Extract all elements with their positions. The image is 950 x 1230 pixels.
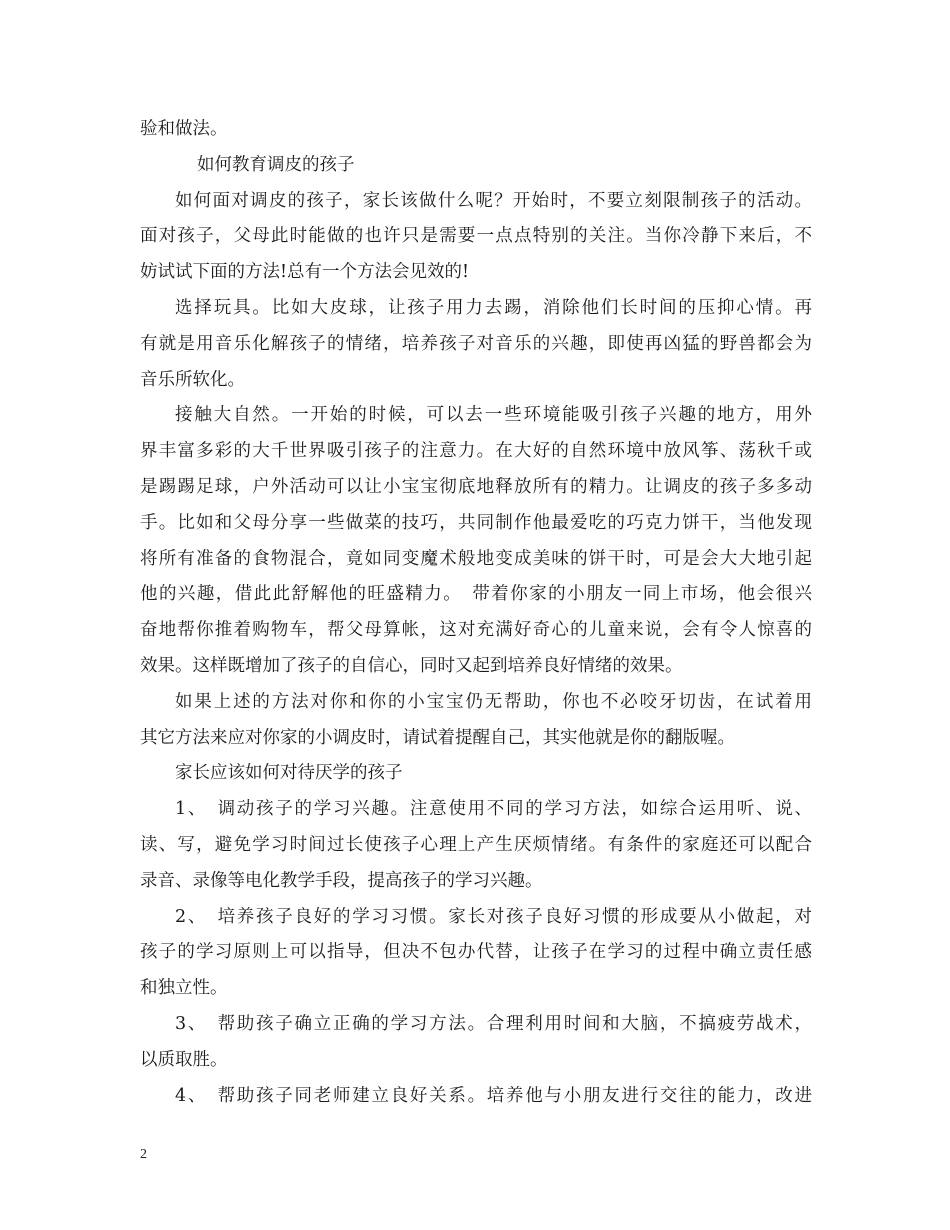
text-line: 读、写，避免学习时间过长使孩子心理上产生厌烦情绪。有条件的家庭还可以配合 bbox=[140, 834, 812, 855]
text-line: 界丰富多彩的大千世界吸引孩子的注意力。在大好的自然环境中放风筝、荡秋千或 bbox=[140, 441, 812, 462]
text-line: 其它方法来应对你家的小调皮时，请试着提醒自己，其实他就是你的翻版喔。 bbox=[140, 727, 735, 748]
text-line: 效果。这样既增加了孩子的自信心，同时又起到培养良好情绪的效果。 bbox=[140, 655, 683, 676]
section-heading: 家长应该如何对待厌学的孩子 bbox=[175, 763, 403, 784]
text-line: 和独立性。 bbox=[140, 978, 228, 999]
text-line: 如何面对调皮的孩子，家长该做什么呢？开始时，不要立刻限制孩子的活动。 bbox=[175, 190, 812, 211]
section-heading: 如何教育调皮的孩子 bbox=[197, 154, 355, 175]
page-number: 2 bbox=[140, 1147, 147, 1162]
list-item: 2、 培养孩子良好的学习习惯。家长对孩子良好习惯的形成要从小做起，对 bbox=[175, 906, 812, 927]
text-line: 是踢踢足球，户外活动可以让小宝宝彻底地释放所有的精力。让调皮的孩子多多动 bbox=[140, 476, 812, 497]
text-line: 接触大自然。一开始的时候，可以去一些环境能吸引孩子兴趣的地方，用外 bbox=[175, 405, 812, 426]
text-line: 孩子的学习原则上可以指导，但决不包办代替，让孩子在学习的过程中确立责任感 bbox=[140, 942, 812, 963]
text-line: 手。比如和父母分享一些做菜的技巧，共同制作他最爱吃的巧克力饼干，当他发现 bbox=[140, 512, 812, 533]
text-line: 如果上述的方法对你和你的小宝宝仍无帮助，你也不必咬牙切齿，在试着用 bbox=[175, 691, 812, 712]
text-line: 有就是用音乐化解孩子的情绪，培养孩子对音乐的兴趣，即使再凶猛的野兽都会为 bbox=[140, 333, 812, 354]
text-line: 奋地帮你推着购物车，帮父母算帐，这对充满好奇心的儿童来说，会有令人惊喜的 bbox=[140, 620, 812, 641]
text-line: 将所有准备的食物混合，竟如同变魔术般地变成美味的饼干时，可是会大大地引起 bbox=[140, 548, 812, 569]
text-line: 选择玩具。比如大皮球，让孩子用力去踢，消除他们长时间的压抑心情。再 bbox=[175, 297, 812, 318]
list-item: 3、 帮助孩子确立正确的学习方法。合理利用时间和大脑，不搞疲劳战术， bbox=[175, 1013, 812, 1034]
page-body bbox=[140, 112, 812, 1114]
text-line: 他的兴趣，借此此舒解他的旺盛精力。 带着你家的小朋友一同上市场，他会很兴 bbox=[140, 584, 812, 605]
list-item: 4、 帮助孩子同老师建立良好关系。培养他与小朋友进行交往的能力，改进 bbox=[175, 1085, 812, 1106]
text-line: 面对孩子，父母此时能做的也许只是需要一点点特别的关注。当你冷静下来后，不 bbox=[140, 226, 812, 247]
text-line: 验和做法。 bbox=[140, 119, 228, 139]
text-line: 妨试试下面的方法!总有一个方法会见效的! bbox=[140, 262, 470, 283]
text-line: 音乐所软化。 bbox=[140, 369, 245, 390]
text-line: 录音、录像等电化教学手段，提高孩子的学习兴趣。 bbox=[140, 870, 543, 891]
text-line: 以质取胜。 bbox=[140, 1049, 228, 1070]
list-item: 1、 调动孩子的学习兴趣。注意使用不同的学习方法，如综合运用听、说、 bbox=[175, 799, 812, 820]
